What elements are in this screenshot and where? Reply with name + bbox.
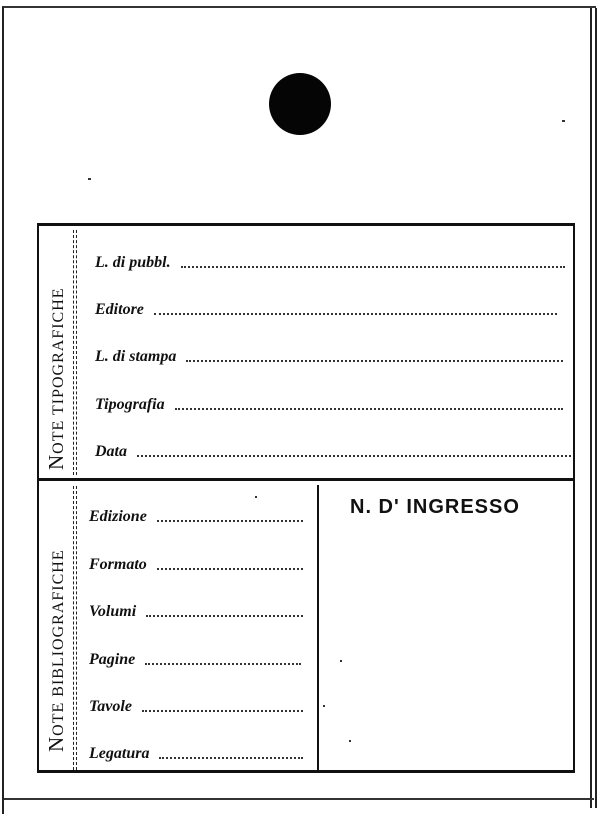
fill-in-line[interactable] — [157, 520, 303, 522]
fill-in-line[interactable] — [159, 757, 303, 759]
fill-in-line[interactable] — [175, 408, 563, 410]
field-label: L. di stampa — [95, 348, 177, 365]
side-rule — [73, 230, 74, 475]
fill-in-line[interactable] — [186, 360, 563, 362]
column-divider — [317, 485, 319, 770]
numero-ingresso-heading: N. D' INGRESSO — [350, 496, 520, 518]
field-luogo-stampa[interactable] — [95, 344, 563, 366]
field-legatura[interactable] — [89, 741, 303, 763]
field-pagine[interactable] — [89, 647, 301, 669]
card-bottom-edge — [4, 798, 594, 800]
fill-in-line[interactable] — [145, 663, 301, 665]
field-label: Legatura — [89, 745, 150, 762]
speck — [88, 178, 91, 180]
note-bibliografiche-heading: NOTE BIBLIOGRAFICHE — [44, 549, 68, 752]
field-tipografia[interactable] — [95, 392, 563, 414]
note-tipografiche-heading: NOTE TIPOGRAFICHE — [44, 287, 68, 470]
field-label: Pagine — [89, 651, 136, 668]
fill-in-line[interactable] — [146, 615, 303, 617]
fill-in-line[interactable] — [181, 266, 565, 268]
side-rule — [76, 230, 77, 475]
field-label: Formato — [89, 556, 147, 573]
field-volumi[interactable] — [89, 599, 303, 621]
field-data[interactable] — [95, 439, 571, 461]
punch-hole — [269, 73, 331, 135]
fill-in-line[interactable] — [157, 568, 303, 570]
field-editore[interactable] — [95, 297, 557, 319]
field-label: Tipografia — [95, 396, 165, 413]
card-right-edge — [590, 8, 597, 808]
field-label: Editore — [95, 301, 144, 318]
field-label: Edizione — [89, 508, 147, 525]
field-label: Tavole — [89, 698, 132, 715]
field-luogo-pubblicazione[interactable] — [95, 250, 565, 272]
field-tavole[interactable] — [89, 694, 303, 716]
fill-in-line[interactable] — [154, 313, 557, 315]
section-divider — [39, 478, 575, 481]
side-rule — [73, 486, 74, 770]
fill-in-line[interactable] — [142, 710, 303, 712]
fill-in-line[interactable] — [137, 455, 571, 457]
field-label: Volumi — [89, 603, 137, 620]
speck — [562, 120, 565, 122]
field-edizione[interactable] — [89, 504, 303, 526]
field-label: Data — [95, 443, 127, 460]
field-formato[interactable] — [89, 552, 303, 574]
field-label: L. di pubbl. — [95, 254, 171, 271]
side-rule — [76, 486, 77, 770]
